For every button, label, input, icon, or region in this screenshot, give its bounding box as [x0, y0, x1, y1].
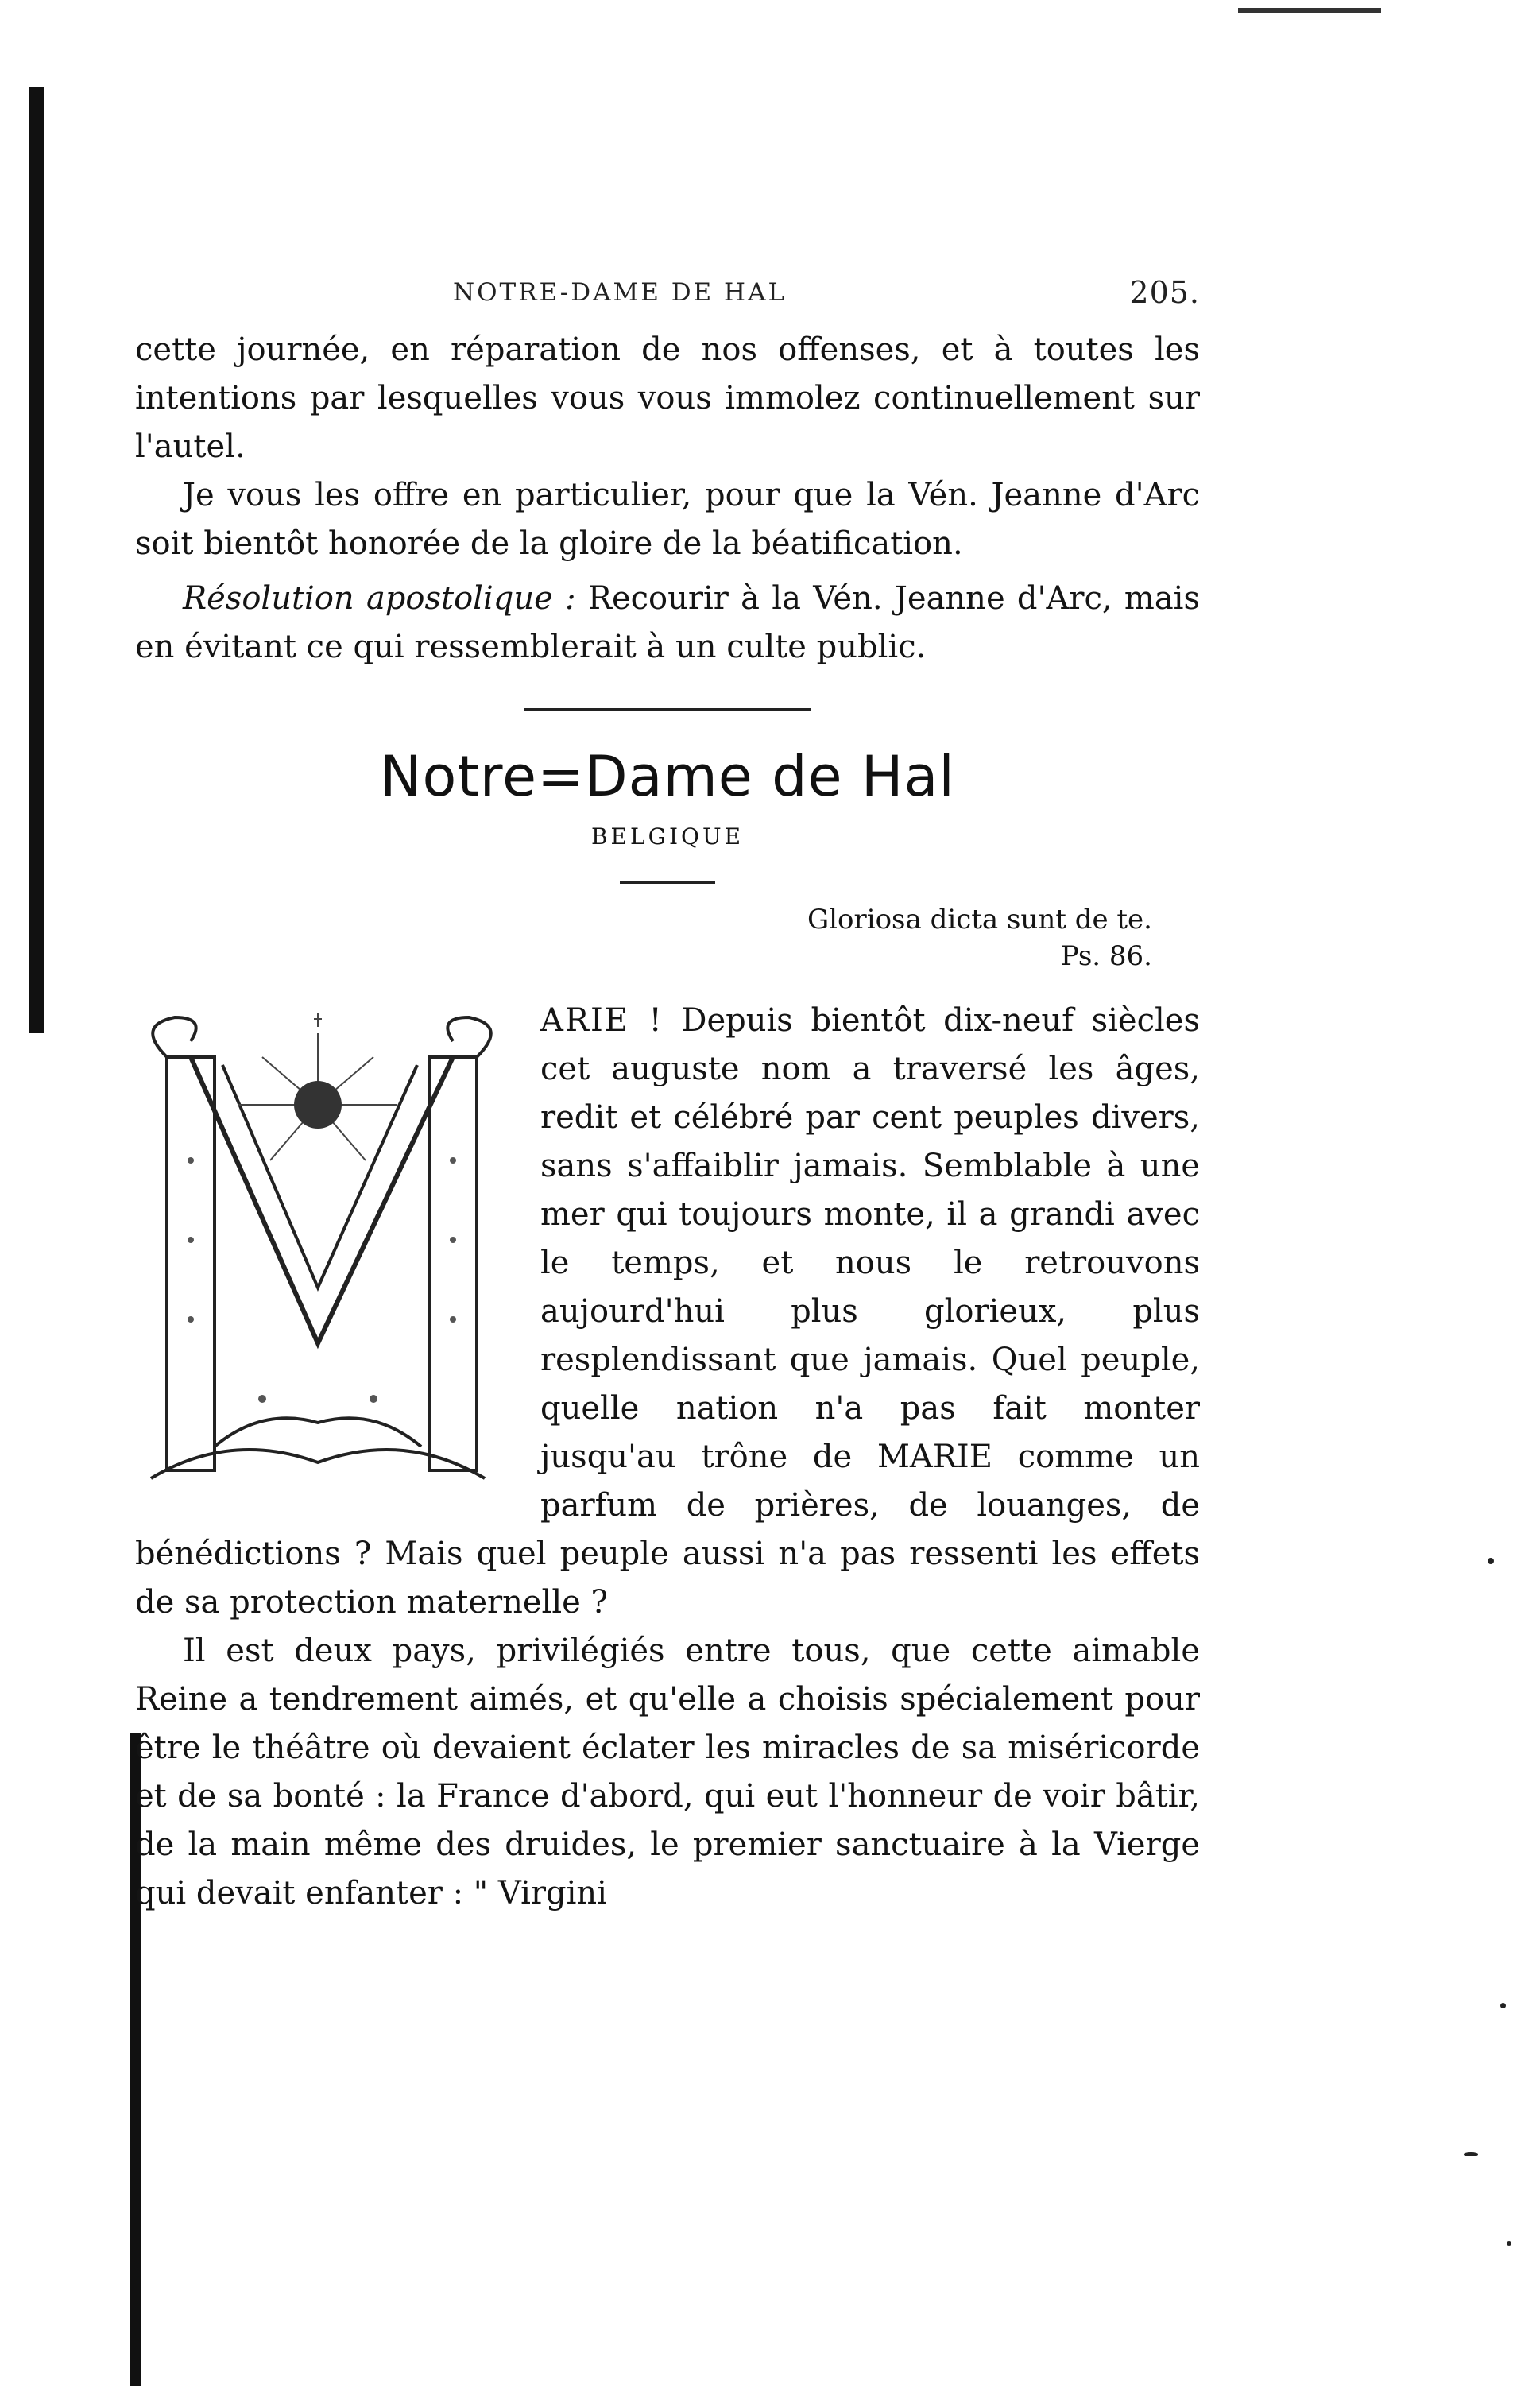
- scan-speck: [1488, 1558, 1494, 1564]
- ornamental-initial: [119, 1001, 517, 1494]
- epigraph-reference: Ps. 86.: [1060, 940, 1152, 972]
- ornamental-m-illustration: [119, 1001, 517, 1494]
- epigraph-quote: Gloriosa dicta sunt de te.: [807, 904, 1152, 935]
- scan-speck: [1500, 2003, 1506, 2008]
- opening-text-end: comme un parfum de prières, de louanges, de bénédictions ? Mais quel peuple aussi n'a pas ressenti les effets de sa protection maternelle ?: [135, 1439, 1201, 1621]
- subtitle-divider: [620, 881, 715, 884]
- opening-word: ARIE !: [540, 1002, 664, 1039]
- resolution-paragraph: [135, 575, 1200, 672]
- marie-smallcaps: MARIE: [876, 1439, 992, 1475]
- chapter-subtitle: BELGIQUE: [590, 823, 745, 850]
- two-countries-paragraph: Il est deux pays, privilégiés entre tous, que cette aimable Reine a tendrement aimés, et qu'elle a choisis spécialement pour être le théâtre où devaient éclater les miracles de sa miséricorde et de sa bonté : la France d'abord, qui eut l'honneur de voir bâtir, de la main même des druides, le premier sanctuaire à la Vierge qui devait enfanter : " Virgini: [135, 1633, 1200, 1912]
- scan-speck: [1507, 2241, 1511, 2246]
- resolution-label: Résolution apostolique :: [183, 580, 576, 617]
- section-divider: [524, 708, 811, 711]
- scan-speck: [1464, 2152, 1478, 2156]
- chapter-title: Notre=Dame de Hal: [380, 744, 955, 809]
- page-number: 205.: [1129, 275, 1200, 310]
- running-title: NOTRE-DAME DE HAL: [453, 278, 787, 307]
- offering-paragraph: Je vous les offre en particulier, pour que la Vén. Jeanne d'Arc soit bientôt honorée de la gloire de la béatification.: [135, 477, 1200, 562]
- continuation-paragraph: cette journée, en réparation de nos offenses, et à toutes les intentions par lesquelles vous vous immolez continuellement sur l'autel.: [135, 331, 1200, 465]
- running-header: [135, 275, 1200, 326]
- scan-shadow-bar: [29, 87, 44, 1033]
- epigraph: [135, 901, 1200, 974]
- book-page: [135, 275, 1201, 1918]
- opening-section: [135, 997, 1200, 1918]
- resolution-text: Recourir à la Vén. Jeanne d'Arc, mais en évitant ce qui ressemblerait à un culte public.: [135, 580, 1200, 665]
- scan-edge-mark: [1238, 8, 1381, 13]
- opening-text: Depuis bientôt dix-neuf siècles cet auguste nom a traversé les âges, redit et célébré par cent peuples divers, sans s'affaiblir jamais. Semblable à une mer qui toujours monte, il a grandi avec le temps, et nous le retrouvons aujourd'hui plus glorieux, plus resplendissant que jamais. Quel peuple, quelle nation n'a pas fait monter jusqu'au trône de: [540, 1002, 1200, 1475]
